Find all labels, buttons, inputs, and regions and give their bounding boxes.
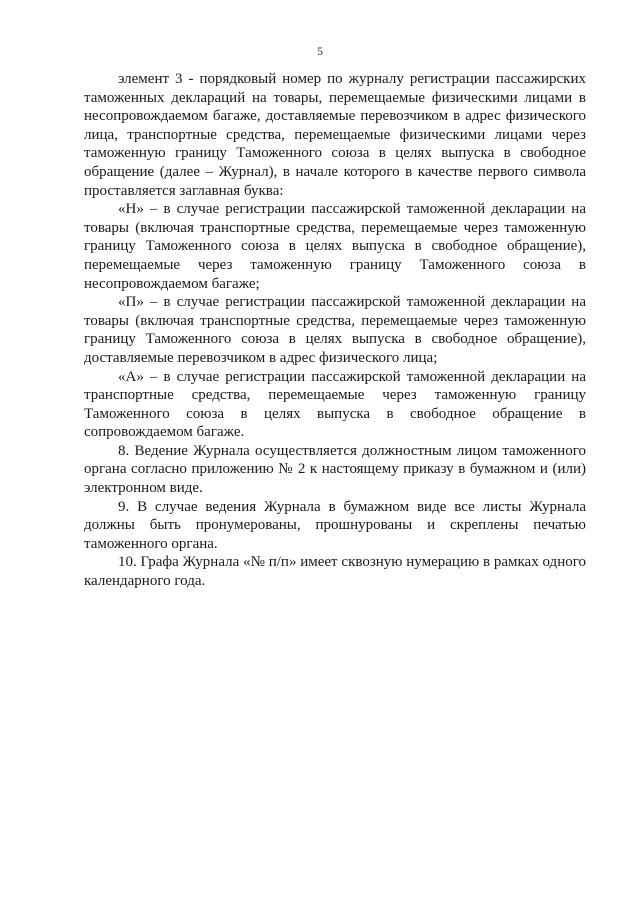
paragraph-item-8: 8. Ведение Журнала осуществляется должностным лицом таможенного органа согласно приложению № 2 к настоящему приказу в бумажном и (или) электронном виде.	[84, 442, 586, 497]
paragraph-item-9: 9. В случае ведения Журнала в бумажном виде все листы Журнала должны быть пронумерованы, прошнурованы и скреплены печатью таможенного органа.	[84, 498, 586, 552]
paragraph-letter-n: «Н» – в случае регистрации пассажирской таможенной декларации на товары (включая транспортные средства, перемещаемые через таможенную границу Таможенного союза в целях выпуска в свободное обращение), перемещаемые через таможенную границу Таможенного союза в несопровождаемом багаже;	[84, 201, 586, 292]
paragraph-letter-p: «П» – в случае регистрации пассажирской таможенной декларации на товары (включая транспортные средства, перемещаемые через таможенную границу Таможенного союза в целях выпуска в свободное обращение), доставляемые перевозчиком в адрес физического лица;	[84, 294, 586, 366]
page-number: 5	[317, 44, 323, 58]
document-body	[84, 70, 586, 591]
paragraph-element-3: элемент 3 - порядковый номер по журналу регистрации пассажирских таможенных деклараций на товары, перемещаемые физическими лицами в несопровождаемом багаже, доставляемые перевозчиком в адрес физического лица, транспортные средства, перемещаемые физическими лицами через таможенную границу Таможенного союза в целях выпуска в свободное обращение (далее – Журнал), в начале которого в качестве первого символа проставляется заглавная буква:	[84, 71, 586, 199]
paragraph-item-10: 10. Графа Журнала «№ п/п» имеет сквозную нумерацию в рамках одного календарного года.	[84, 554, 586, 590]
paragraph-letter-a: «А» – в случае регистрации пассажирской таможенной декларации на транспортные средства, перемещаемые через таможенную границу Таможенного союза в целях выпуска в свободное обращение в сопровождаемом багаже.	[84, 368, 586, 441]
